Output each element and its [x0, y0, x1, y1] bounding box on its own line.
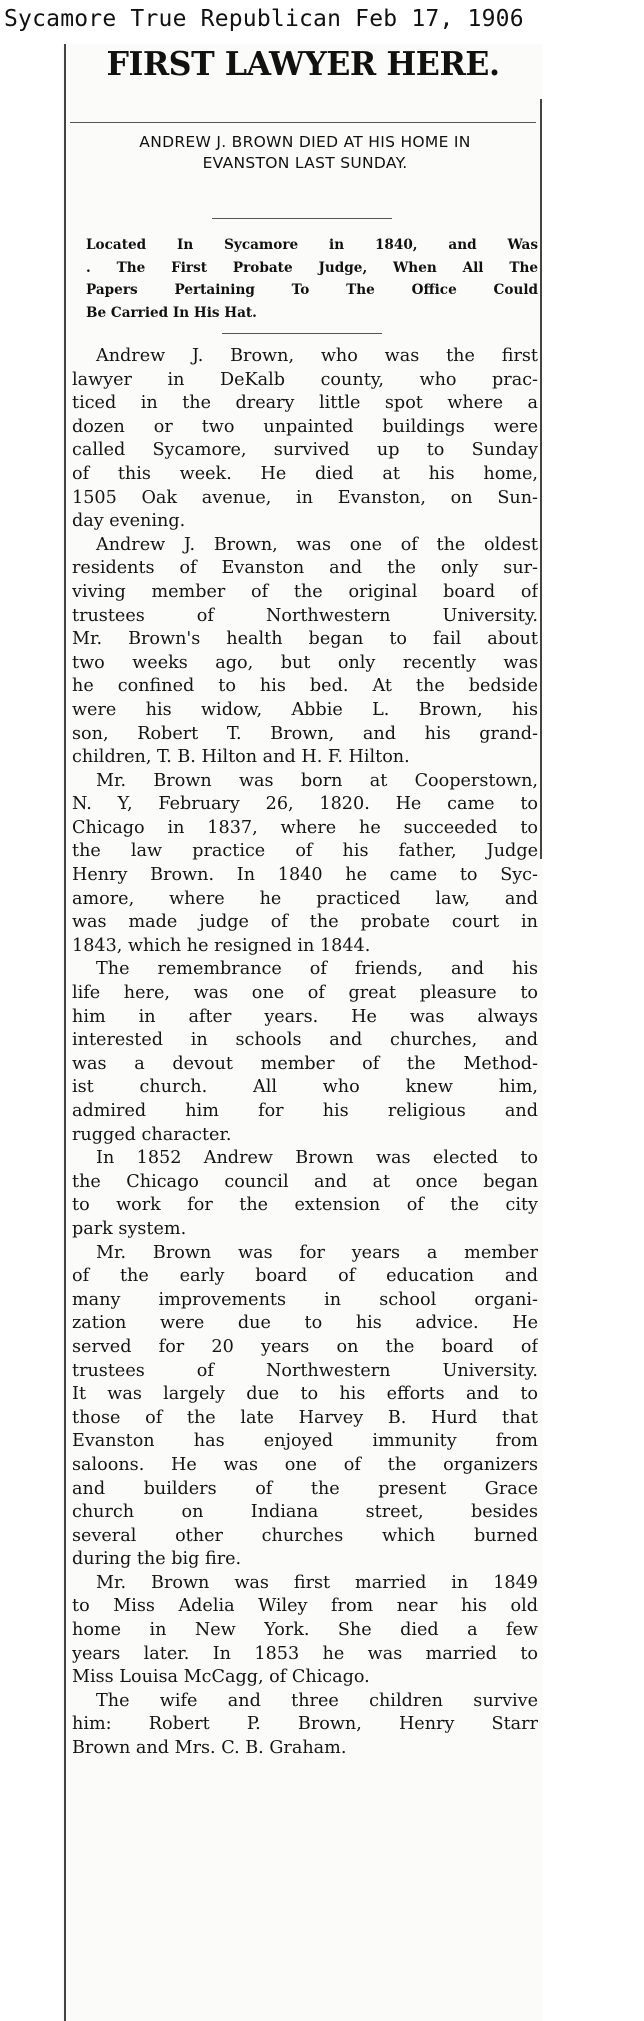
subheadline-line: EVANSTON LAST SUNDAY. — [202, 154, 408, 172]
article-line: Henry Brown. In 1840 he came to Syc- — [72, 865, 538, 886]
article-line: and builders of the present Grace — [72, 1478, 538, 1499]
article-line: years later. In 1853 he was married to — [72, 1643, 538, 1664]
body-rule — [222, 333, 382, 334]
article-body — [72, 345, 538, 1761]
article-line: trustees of Northwestern University. — [72, 605, 538, 626]
article-paragraph — [72, 1242, 538, 1572]
article-line: interested in schools and churches, and — [72, 1030, 538, 1051]
article-line: he confined to his bed. At the bedside — [72, 676, 538, 697]
article-paragraph — [72, 534, 538, 770]
article-paragraph — [72, 1147, 538, 1241]
article-line: two weeks ago, but only recently was — [72, 652, 538, 673]
article-line: Andrew J. Brown, was one of the oldest — [96, 534, 538, 555]
article-line: home in New York. She died a few — [72, 1620, 538, 1641]
deck-line: Located In Sycamore in 1840, and Was — [86, 237, 538, 253]
article-line: to work for the extension of the city — [72, 1195, 538, 1216]
article-line: to Miss Adelia Wiley from near his old — [72, 1596, 538, 1617]
article-line: dozen or two unpainted buildings were — [72, 416, 538, 437]
article-line: called Sycamore, survived up to Sunday — [72, 440, 538, 461]
article-line: of this week. He died at his home, — [72, 463, 538, 484]
article-line: It was largely due to his efforts and to — [72, 1384, 538, 1405]
article-line: residents of Evanston and the only sur- — [72, 558, 538, 579]
article-paragraph — [72, 1690, 538, 1761]
article-line: 1505 Oak avenue, in Evanston, on Sun- — [72, 487, 538, 508]
article-line: life here, was one of great pleasure to — [72, 983, 538, 1004]
article-line: amore, where he practiced law, and — [72, 888, 538, 909]
article-line: day evening. — [72, 511, 186, 532]
article-paragraph — [72, 345, 538, 534]
article-line: viving member of the original board of — [72, 581, 538, 602]
article-line: lawyer in DeKalb county, who prac- — [72, 369, 538, 390]
article-line: In 1852 Andrew Brown was elected to — [96, 1148, 538, 1169]
right-column-rule — [540, 99, 542, 859]
article-paragraph — [72, 770, 538, 959]
article-line: Chicago in 1837, where he succeeded to — [72, 817, 538, 838]
summary-deck — [86, 234, 538, 324]
article-line: him in after years. He was always — [72, 1006, 538, 1027]
article-line: was a devout member of the Method- — [72, 1053, 538, 1074]
subheadline-line: ANDREW J. BROWN DIED AT HIS HOME IN — [139, 133, 471, 151]
article-line: children, T. B. Hilton and H. F. Hilton. — [72, 747, 410, 768]
article-line: church on Indiana street, besides — [72, 1502, 538, 1523]
article-line: him: Robert P. Brown, Henry Starr — [72, 1714, 538, 1735]
article-line: was made judge of the probate court in — [72, 912, 538, 933]
article-line: 1843, which he resigned in 1844. — [72, 935, 371, 956]
article-line: The remembrance of friends, and his — [96, 959, 538, 980]
left-column-rule — [64, 44, 66, 2021]
article-line: saloons. He was one of the organizers — [72, 1454, 538, 1475]
article-line: the Chicago council and at once began — [72, 1171, 538, 1192]
article-paragraph — [72, 1572, 538, 1690]
article-line: admired him for his religious and — [72, 1101, 538, 1121]
article-line: Mr. Brown was first married in 1849 — [96, 1572, 538, 1593]
article-line: several other churches which burned — [72, 1525, 538, 1546]
article-line: Miss Louisa McCagg, of Chicago. — [72, 1667, 370, 1688]
article-line: the law practice of his father, Judge — [72, 841, 538, 862]
article-line: served for 20 years on the board of — [72, 1336, 538, 1357]
headline-rule — [70, 122, 536, 123]
article-line: park system. — [72, 1218, 187, 1239]
deck-line: Be Carried In His Hat. — [86, 304, 257, 321]
article-line: Andrew J. Brown, who was the first — [96, 346, 538, 366]
deck-line: . The First Probate Judge, When All The — [86, 259, 538, 276]
article-line: son, Robert T. Brown, and his grand- — [72, 723, 538, 744]
section-rule — [212, 218, 392, 219]
article-line: Mr. Brown's health began to fail about — [72, 629, 538, 650]
article-line: many improvements in school organi- — [72, 1289, 538, 1310]
article-paragraph — [72, 958, 538, 1147]
article-line: ist church. All who knew him, — [72, 1077, 538, 1098]
article-line: Brown and Mrs. C. B. Graham. — [72, 1738, 347, 1759]
deck-line: Papers Pertaining To The Office Could — [86, 282, 538, 298]
caption: Sycamore True Republican Feb 17, 1906 — [4, 6, 524, 32]
article-line: were his widow, Abbie L. Brown, his — [72, 699, 538, 720]
article-line: Mr. Brown was for years a member — [96, 1242, 538, 1263]
subheadline — [74, 132, 536, 174]
article-line: those of the late Harvey B. Hurd that — [72, 1407, 538, 1428]
article-line: Evanston has enjoyed immunity from — [72, 1431, 538, 1452]
article-line: The wife and three children survive — [96, 1690, 538, 1711]
article-line: ticed in the dreary little spot where a — [72, 393, 538, 414]
article-line: during the big fire. — [72, 1549, 242, 1570]
newspaper-clipping — [62, 44, 542, 2021]
article-line: N. Y, February 26, 1820. He came to — [72, 794, 538, 815]
article-line: Mr. Brown was born at Cooperstown, — [96, 770, 538, 791]
article-line: of the early board of education and — [72, 1266, 538, 1287]
article-line: rugged character. — [72, 1124, 232, 1145]
headline: FIRST LAWYER HERE. — [106, 44, 500, 83]
article-line: zation were due to his advice. He — [72, 1313, 538, 1334]
article-line: trustees of Northwestern University. — [72, 1360, 538, 1381]
